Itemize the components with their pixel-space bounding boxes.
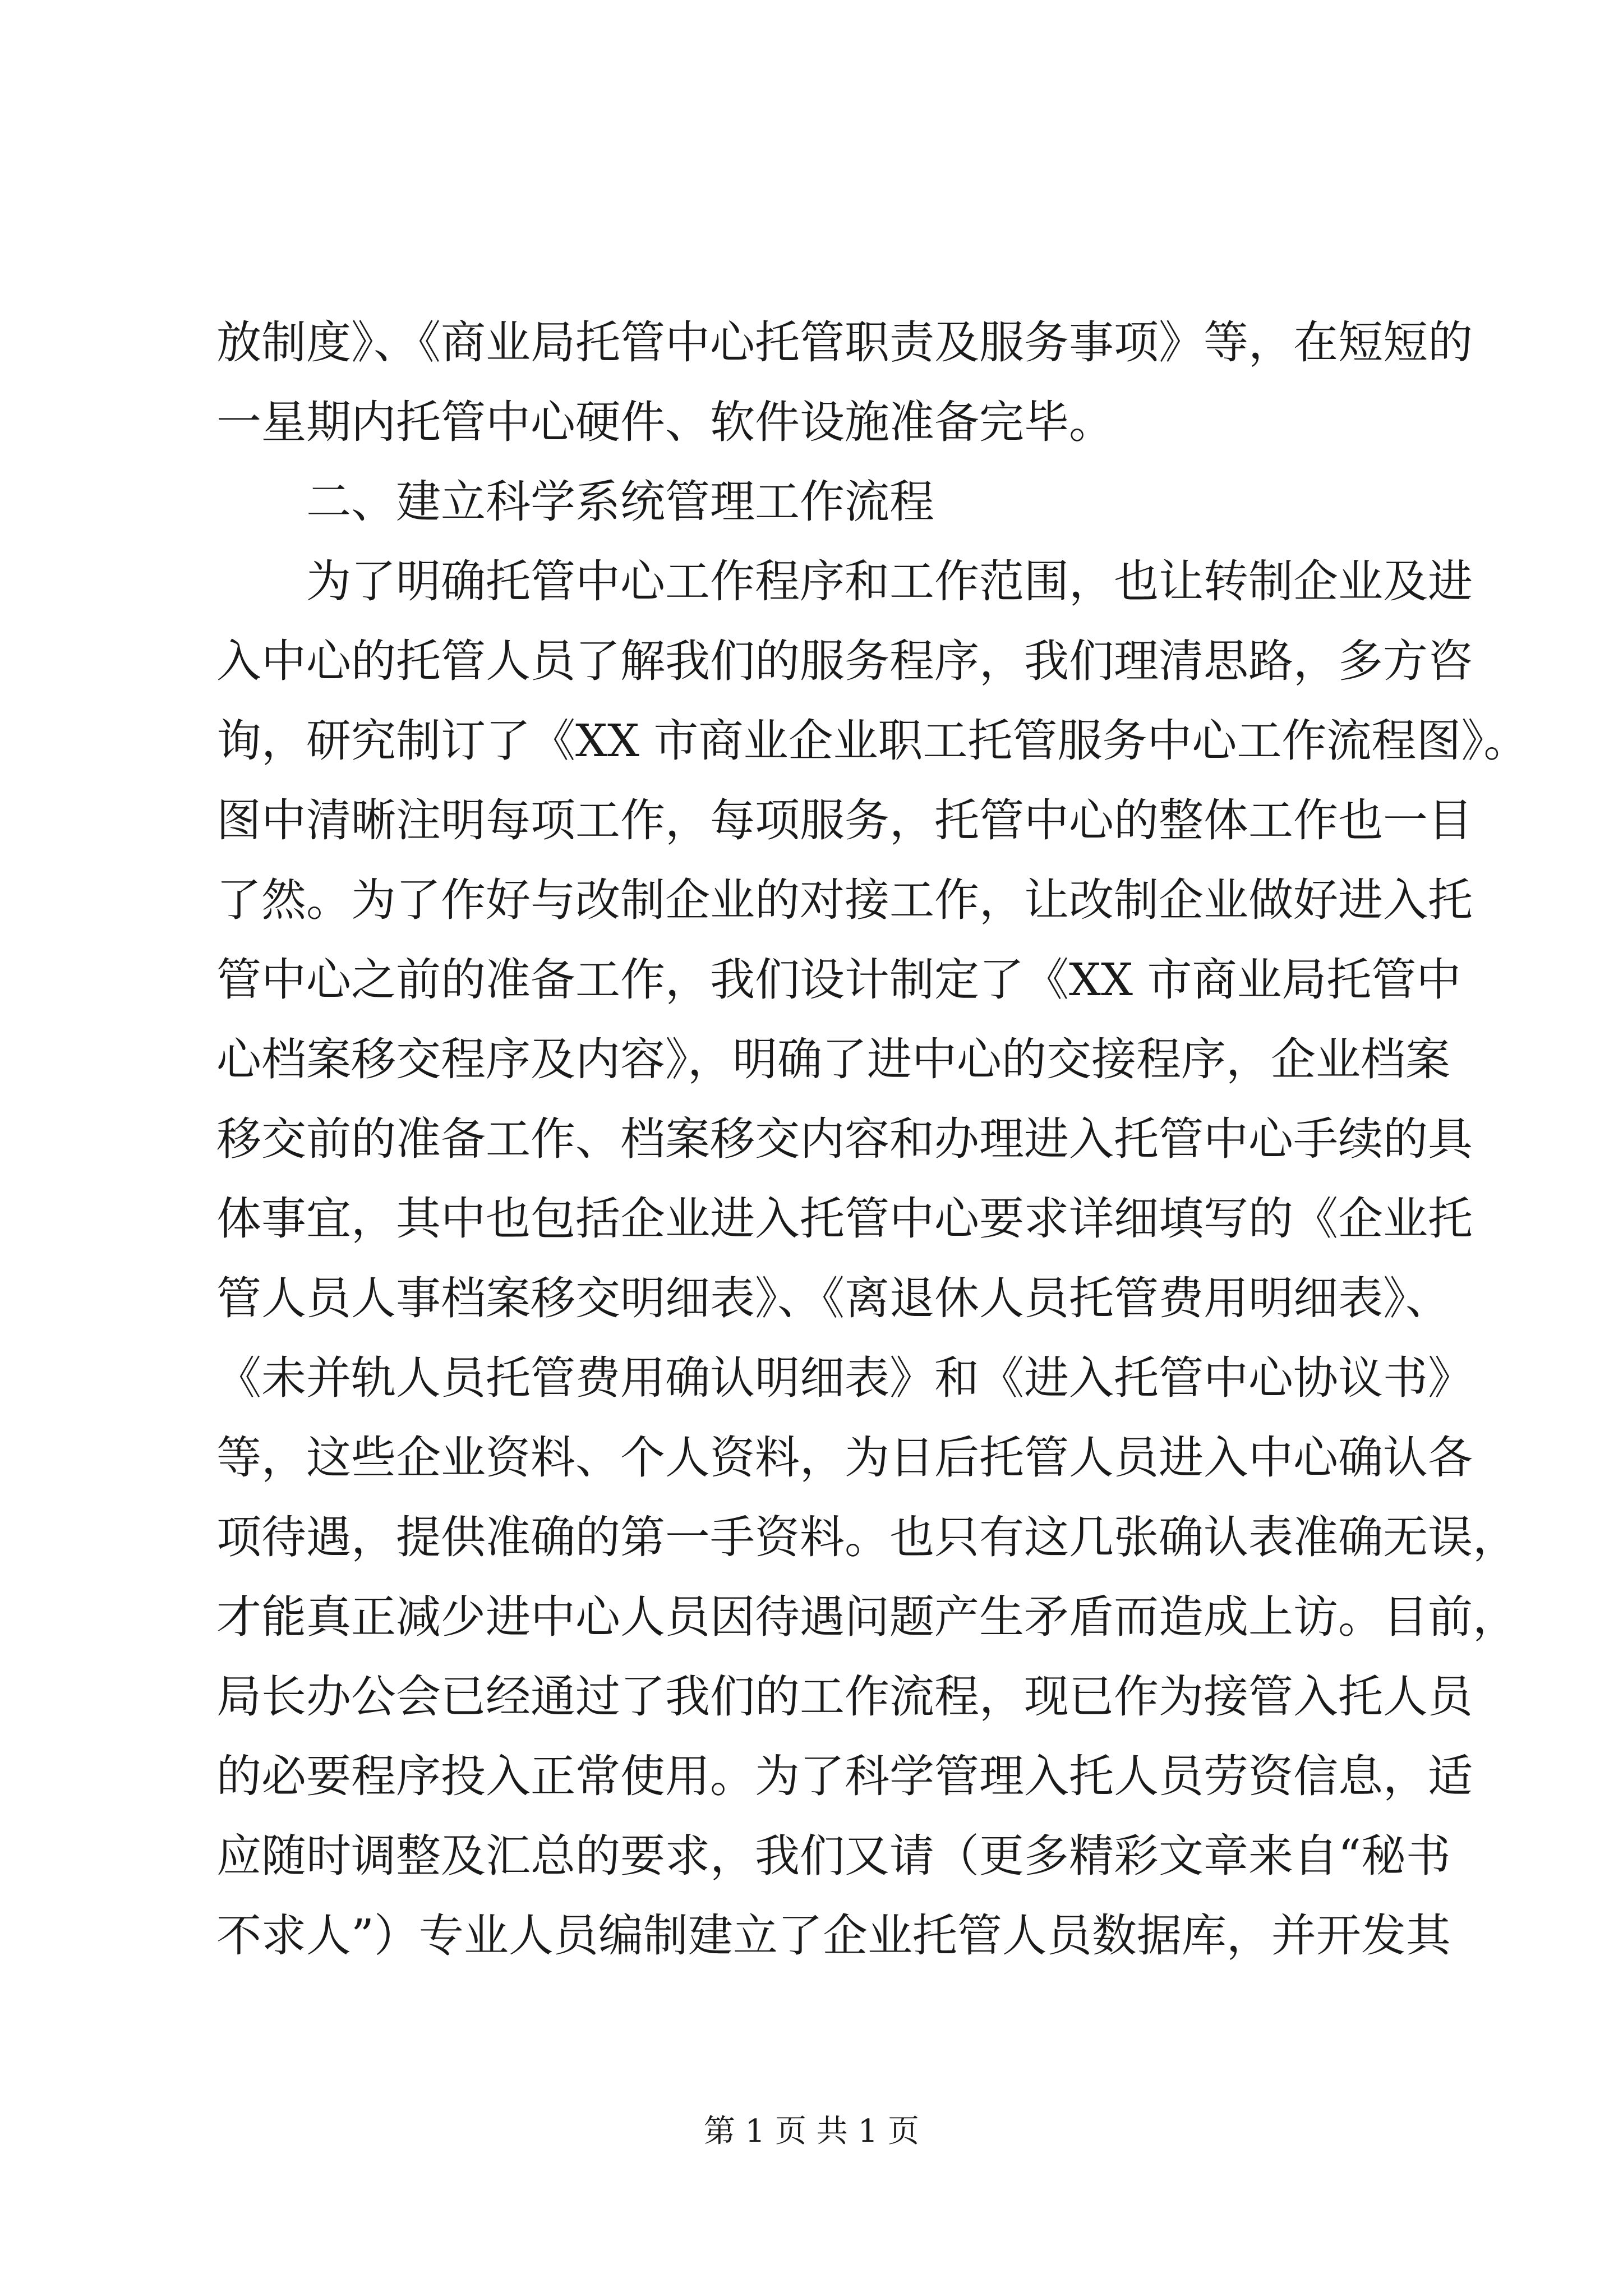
text-line: 移交前的准备工作、档案移交内容和办理进入托管中心手续的具 bbox=[216, 1113, 1473, 1165]
text-line: 管人员人事档案移交明细表》、《离退休人员托管费用明细表》、 bbox=[216, 1272, 1450, 1324]
text-line: 体事宜，其中也包括企业进入托管中心要求详细填写的《企业托 bbox=[216, 1193, 1473, 1245]
text-line: 图中清晰注明每项工作，每项服务，托管中心的整体工作也一目 bbox=[216, 794, 1473, 846]
text-line: 《未并轨人员托管费用确认明细表》和《进入托管中心协议书》 bbox=[216, 1352, 1473, 1404]
section-heading: 二、建立科学系统管理工作流程 bbox=[306, 476, 934, 528]
text-line: 局长办公会已经通过了我们的工作流程，现已作为接管入托人员 bbox=[216, 1671, 1473, 1723]
text-line: 管中心之前的准备工作，我们设计制定了《XX 市商业局托管中 bbox=[216, 954, 1461, 1006]
text-line: 了然。为了作好与改制企业的对接工作，让改制企业做好进入托 bbox=[216, 874, 1473, 926]
text-line: 才能真正减少进中心人员因待遇问题产生矛盾而造成上访。目前， bbox=[216, 1591, 1518, 1643]
text-line: 应随时调整及汇总的要求，我们又请（更多精彩文章来自“秘书 bbox=[216, 1830, 1451, 1882]
text-line: 入中心的托管人员了解我们的服务程序，我们理清思路，多方咨 bbox=[216, 635, 1473, 687]
text-line: 不求人”）专业人员编制建立了企业托管人员数据库，并开发其 bbox=[216, 1910, 1451, 1962]
text-line: 一星期内托管中心硬件、软件设施准备完毕。 bbox=[216, 396, 1114, 448]
text-line: 心档案移交程序及内容》，明确了进中心的交接程序，企业档案 bbox=[216, 1033, 1450, 1085]
text-line: 询，研究制订了《XX 市商业企业职工托管服务中心工作流程图》。 bbox=[216, 715, 1529, 767]
text-line: 的必要程序投入正常使用。为了科学管理入托人员劳资信息，适 bbox=[216, 1750, 1473, 1802]
page-footer: 第 1 页 共 1 页 bbox=[703, 2113, 920, 2150]
text-line: 放制度》、《商业局托管中心托管职责及服务事项》等，在短短的 bbox=[216, 316, 1473, 369]
text-line: 等，这些企业资料、个人资料，为日后托管人员进入中心确认各 bbox=[216, 1432, 1473, 1484]
text-line: 为了明确托管中心工作程序和工作范围，也让转制企业及进 bbox=[306, 555, 1473, 608]
text-line: 项待遇，提供准确的第一手资料。也只有这几张确认表准确无误， bbox=[216, 1511, 1518, 1563]
body-text bbox=[216, 303, 1529, 1976]
